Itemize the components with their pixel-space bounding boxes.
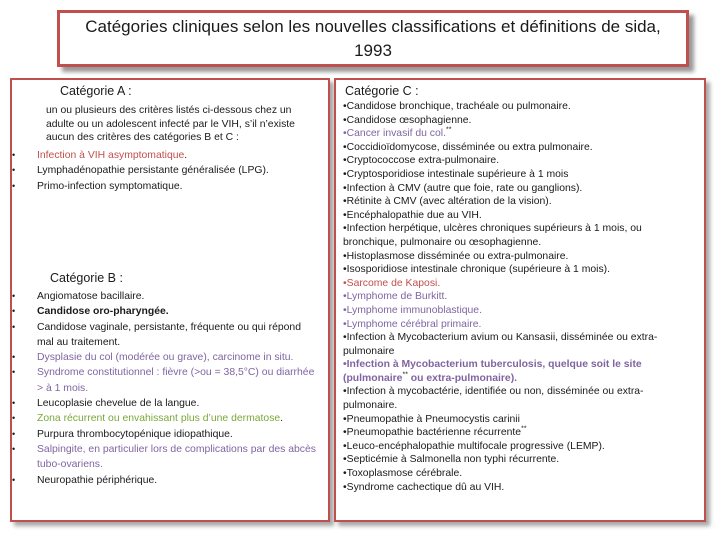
category-b-heading: Catégorie B : [50, 271, 123, 285]
category-c-item: •Encéphalopathie due au VIH. [343, 209, 482, 221]
category-c-item: •Cryptosporidiose intestinale supérieure à 1 mois [343, 168, 569, 180]
category-b-item: • Leucoplasie chevelue de la langue. [12, 396, 318, 411]
category-b-item: • Candidose oro-pharyngée. [12, 304, 318, 319]
category-c-item: •Cryptococcose extra-pulmonaire. [343, 155, 500, 167]
category-a-item: • Primo-infection symptomatique. [12, 179, 318, 194]
category-b-item: • Salpingite, en particulier lors de complications par des abcès tubo-ovariens. [12, 442, 318, 473]
category-c-item: •Pneumopathie à Pneumocystis carinii [343, 413, 520, 425]
category-c-item: •Candidose œsophagienne. [343, 114, 472, 126]
category-a-item: • Lymphadénopathie persistante généralisée (LPG). [12, 163, 318, 178]
category-c-item: •Infection à CMV (autre que foie, rate ou ganglions). [343, 182, 583, 194]
category-b-item: • Purpura thrombocytopénique idiopathique. [12, 427, 318, 442]
category-b-item: • Angiomatose bacillaire. [12, 289, 318, 304]
category-a-intro: un ou plusieurs des critères listés ci-dessous chez un adulte ou un adolescent infecté par le VIH, s’il n’existe aucun des critères des catégories B et C : [46, 105, 295, 144]
category-a-heading: Catégorie A : [60, 84, 132, 98]
category-b-item: • Neuropathie périphérique. [12, 473, 318, 488]
page-title-box [57, 10, 689, 67]
category-c-item: •Infection herpétique, ulcères chroniques supérieurs à 1 mois, ou bronchique, pulmonaire ou œsophagienne. [343, 223, 642, 248]
category-c-item: •Cancer invasif du col.** [343, 126, 452, 140]
category-c-item: •Lymphome cérébral primaire. [343, 318, 482, 330]
category-a-item: • Infection à VIH asymptomatique. [12, 148, 318, 163]
category-c-item: •Leuco-encéphalopathie multifocale progressive (LEMP). [343, 440, 605, 452]
category-c-item: •Syndrome cachectique dû au VIH. [343, 481, 505, 493]
category-c-item: •Infection à Mycobacterium tuberculosis, quelque soit le site (pulmonaire** ou extra-pulmonaire). [343, 359, 642, 384]
category-b-item: • Syndrome constitutionnel : fièvre (>ou = 38,5°C) ou diarrhée > à 1 mois. [12, 365, 318, 396]
category-b-item: • Dysplasie du col (modérée ou grave), carcinome in situ. [12, 350, 318, 365]
category-c-list [343, 100, 695, 494]
category-c-heading: Catégorie C : [345, 84, 419, 98]
category-a-list [12, 148, 318, 194]
category-c-item: •Histoplasmose disséminée ou extra-pulmonaire. [343, 250, 569, 262]
category-c-item: •Coccidioïdomycose, disséminée ou extra pulmonaire. [343, 141, 593, 153]
category-c-item: •Rétinite à CMV (avec altération de la vision). [343, 196, 552, 208]
category-c-panel [334, 78, 706, 522]
category-c-item: •Sarcome de Kaposi. [343, 277, 441, 289]
category-c-item: •Pneumopathie bactérienne récurrente** [343, 425, 527, 439]
category-c-item: •Candidose bronchique, trachéale ou pulmonaire. [343, 101, 571, 112]
category-b-list [12, 289, 318, 488]
category-c-item: •Isosporidiose intestinale chronique (supérieure à 1 mois). [343, 264, 611, 276]
category-c-item: •Infection à Mycobacterium avium ou Kansasii, disséminée ou extra-pulmonaire [343, 332, 658, 357]
category-c-item: •Lymphome immunoblastique. [343, 304, 482, 316]
category-c-item: •Lymphome de Burkitt. [343, 291, 448, 303]
category-c-item: •Septicémie à Salmonella non typhi récurrente. [343, 454, 560, 466]
category-c-item: •Toxoplasmose cérébrale. [343, 468, 463, 480]
page-title: Catégories cliniques selon les nouvelles classifications et définitions de sida, 1993 [85, 16, 661, 60]
categories-a-b-panel [10, 78, 330, 522]
category-b-item: • Zona récurrent ou envahissant plus d’une dermatose. [12, 411, 318, 426]
category-b-item: • Candidose vaginale, persistante, fréquente ou qui répond mal au traitement. [12, 320, 318, 351]
category-c-item: •Infection à mycobactérie, identifiée ou non, disséminée ou extra-pulmonaire. [343, 386, 644, 412]
